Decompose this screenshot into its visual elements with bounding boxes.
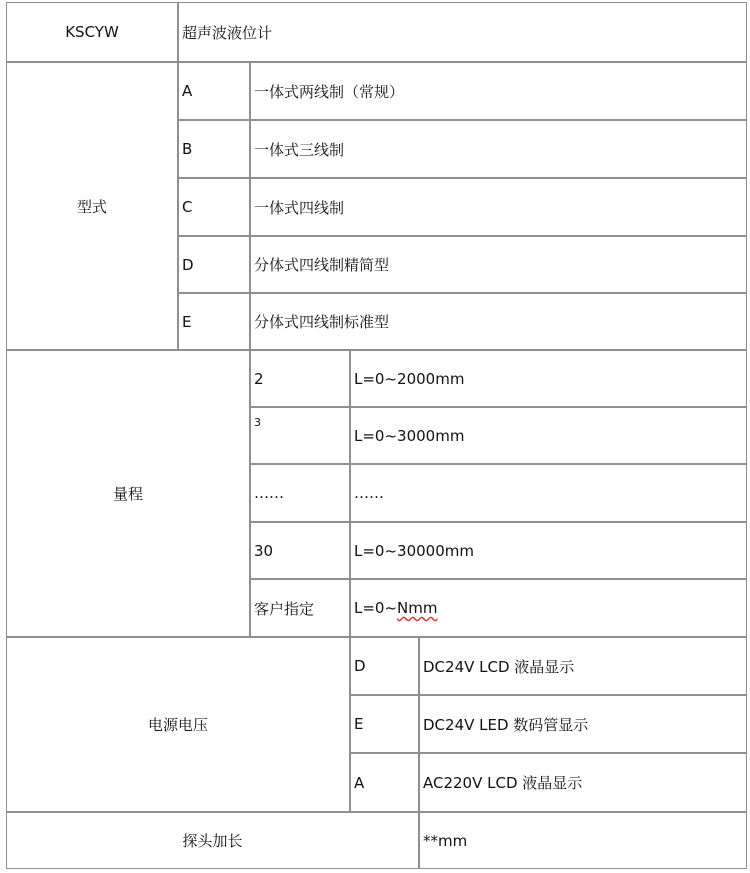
range-row-desc: L=0~30000mm [350, 522, 747, 579]
model-code-cell [6, 2, 178, 62]
type-row-code: A [178, 62, 250, 120]
model-code: KSCYW [65, 23, 119, 41]
range-row-code: 3 [250, 407, 350, 464]
spellcheck-underlined-word: Nmm [397, 599, 438, 617]
range-label: 量程 [112, 485, 143, 503]
power-row-desc: DC24V LED 数码管显示 [419, 695, 747, 753]
probe-value: **mm [423, 831, 468, 850]
power-row-code: A [350, 753, 419, 812]
probe-value-cell [419, 812, 747, 869]
type-row-desc: 一体式两线制（常规） [250, 62, 747, 120]
range-row-code: 30 [250, 522, 350, 579]
range-label-cell [6, 350, 250, 637]
type-row-desc: 分体式四线制精简型 [250, 236, 747, 293]
probe-label-cell [6, 812, 419, 869]
type-row-code: B [178, 120, 250, 178]
type-label-cell [6, 62, 178, 350]
range-row-desc: L=0~3000mm [350, 407, 747, 464]
range-row-code: 客户指定 [250, 579, 350, 637]
power-row-code: D [350, 637, 419, 695]
type-row-desc: 一体式三线制 [250, 120, 747, 178]
range-row-code: …… [250, 464, 350, 522]
type-row-code: E [178, 293, 250, 350]
power-label-cell [6, 637, 350, 812]
type-row-desc: 一体式四线制 [250, 178, 747, 236]
range-row-desc: L=0~2000mm [350, 350, 747, 407]
range-row-code: 2 [250, 350, 350, 407]
probe-label: 探头加长 [182, 832, 243, 850]
power-label: 电源电压 [147, 716, 208, 734]
type-row-code: C [178, 178, 250, 236]
type-label: 型式 [76, 197, 107, 216]
power-row-desc: DC24V LCD 液晶显示 [419, 637, 747, 695]
model-name-cell [178, 2, 747, 62]
model-name: 超声波液位计 [182, 23, 273, 42]
range-row-desc: …… [350, 464, 747, 522]
type-row-desc: 分体式四线制标准型 [250, 293, 747, 350]
power-row-desc: AC220V LCD 液晶显示 [419, 753, 747, 812]
range-row-desc: L=0~ Nmm [350, 579, 747, 637]
type-row-code: D [178, 236, 250, 293]
power-row-code: E [350, 695, 419, 753]
